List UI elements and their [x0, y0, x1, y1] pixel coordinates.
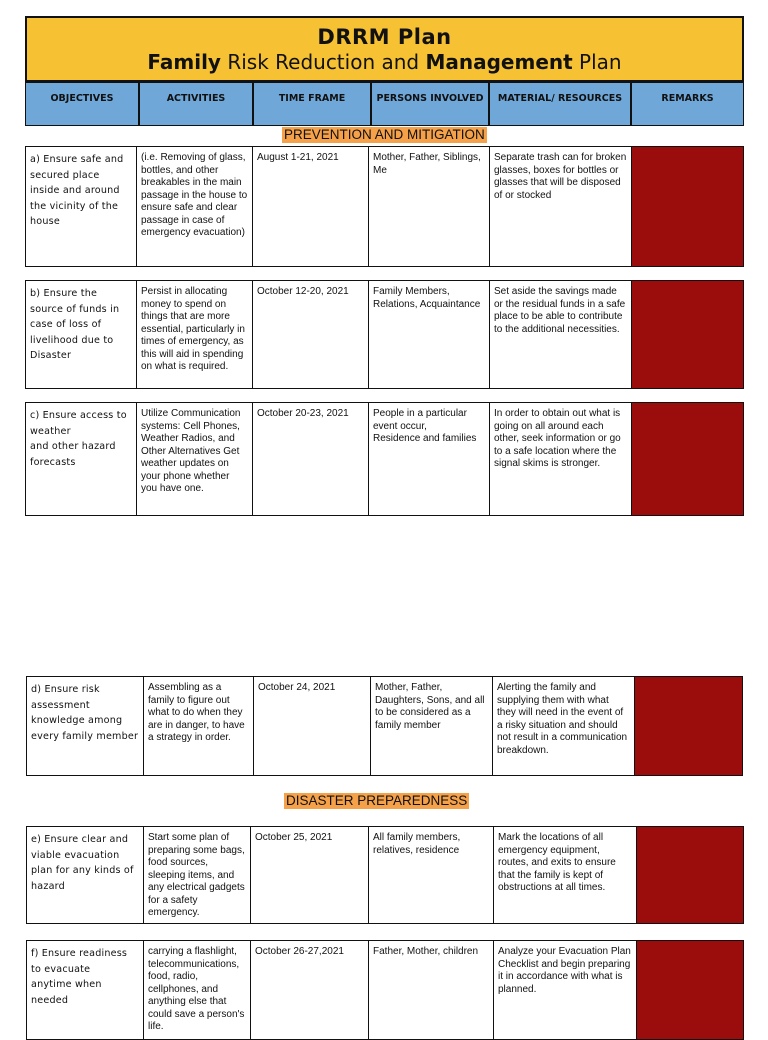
section-prevention: PREVENTION AND MITIGATION [284, 127, 485, 142]
persons-cell: People in a particular event occur, Residence and families [368, 402, 490, 516]
materials-cell: Set aside the savings made or the residual funds in a safe place to be able to contribute to the additional necessities. [489, 280, 632, 389]
header-materials: MATERIAL/ RESOURCES [489, 82, 631, 126]
subtitle-end: Plan [572, 50, 622, 74]
activity-cell: Utilize Communication systems: Cell Phones, Weather Radios, and Other Alternatives Get weather updates on your phone whether you have one. [136, 402, 253, 516]
objective-cell: d) Ensure risk assessment knowledge among every family member [26, 676, 144, 776]
objective-cell: f) Ensure readiness to evacuate anytime when needed [26, 940, 144, 1040]
table-row [25, 280, 744, 389]
table-header [25, 82, 744, 126]
remarks-cell [631, 402, 744, 516]
header-activities: ACTIVITIES [139, 82, 253, 126]
plan-title: DRRM Plan [317, 25, 452, 49]
subtitle-management: Management [425, 50, 573, 74]
table-row [25, 146, 744, 267]
remarks-cell [636, 826, 744, 924]
activity-cell: Persist in allocating money to spend on things that are more essential, particularly in times of emergency, as this will aid in spending on what is required. [136, 280, 253, 389]
header-persons-involved: PERSONS INVOLVED [371, 82, 489, 126]
section-preparedness: DISASTER PREPAREDNESS [286, 793, 468, 808]
persons-cell: Father, Mother, children [368, 940, 494, 1040]
objective-cell: c) Ensure access to weather and other hazard forecasts [25, 402, 137, 516]
header-objectives: OBJECTIVES [25, 82, 139, 126]
objective-cell: a) Ensure safe and secured place inside and around the vicinity of the house [25, 146, 137, 267]
persons-cell: Family Members, Relations, Acquaintance [368, 280, 490, 389]
timeframe-cell: October 25, 2021 [250, 826, 369, 924]
activity-cell: Start some plan of preparing some bags, food sources, sleeping items, and any electrical gadgets for a safety emergency. [143, 826, 251, 924]
table-row [26, 676, 744, 776]
table-row [26, 826, 744, 924]
table-row [26, 940, 744, 1040]
table-row [25, 402, 744, 516]
persons-cell: Mother, Father, Siblings, Me [368, 146, 490, 267]
subtitle-family: Family [147, 50, 221, 74]
remarks-cell [636, 940, 744, 1040]
persons-cell: Mother, Father, Daughters, Sons, and all to be considered as a family member [370, 676, 493, 776]
materials-cell: In order to obtain out what is going on all around each other, seek information or go to a safe location where the signal skims is stronger. [489, 402, 632, 516]
remarks-cell [634, 676, 743, 776]
materials-cell: Separate trash can for broken glasses, boxes for bottles or glasses that will be disposed of or stocked [489, 146, 632, 267]
activity-cell: carrying a flashlight, telecommunications, food, radio, cellphones, and anything else that could save a person's life. [143, 940, 251, 1040]
objective-cell: e) Ensure clear and viable evacuation plan for any kinds of hazard [26, 826, 144, 924]
subtitle-middle: Risk Reduction and [220, 50, 426, 74]
timeframe-cell: October 12-20, 2021 [252, 280, 369, 389]
activity-cell: (i.e. Removing of glass, bottles, and other breakables in the main passage in the house to ensure safe and clear passage in case of emergency evacuation) [136, 146, 253, 267]
materials-cell: Alerting the family and supplying them with what they will need in the event of a risky situation and should not result in a communication breakdown. [492, 676, 635, 776]
plan-subtitle [27, 50, 742, 74]
timeframe-cell: October 26-27,2021 [250, 940, 369, 1040]
header-time-frame: TIME FRAME [253, 82, 371, 126]
timeframe-cell: October 24, 2021 [253, 676, 371, 776]
remarks-cell [631, 146, 744, 267]
activity-cell: Assembling as a family to figure out what to do when they are in danger, to have a strategy in order. [143, 676, 254, 776]
persons-cell: All family members, relatives, residence [368, 826, 494, 924]
materials-cell: Mark the locations of all emergency equipment, routes, and exits to ensure that the family is kept of obstructions at all times. [493, 826, 637, 924]
timeframe-cell: August 1-21, 2021 [252, 146, 369, 267]
plan-title-box [25, 16, 744, 82]
timeframe-cell: October 20-23, 2021 [252, 402, 369, 516]
materials-cell: Analyze your Evacuation Plan Checklist and begin preparing it in accordance with what is planned. [493, 940, 637, 1040]
objective-cell: b) Ensure the source of funds in case of loss of livelihood due to Disaster [25, 280, 137, 389]
remarks-cell [631, 280, 744, 389]
header-remarks: REMARKS [631, 82, 744, 126]
